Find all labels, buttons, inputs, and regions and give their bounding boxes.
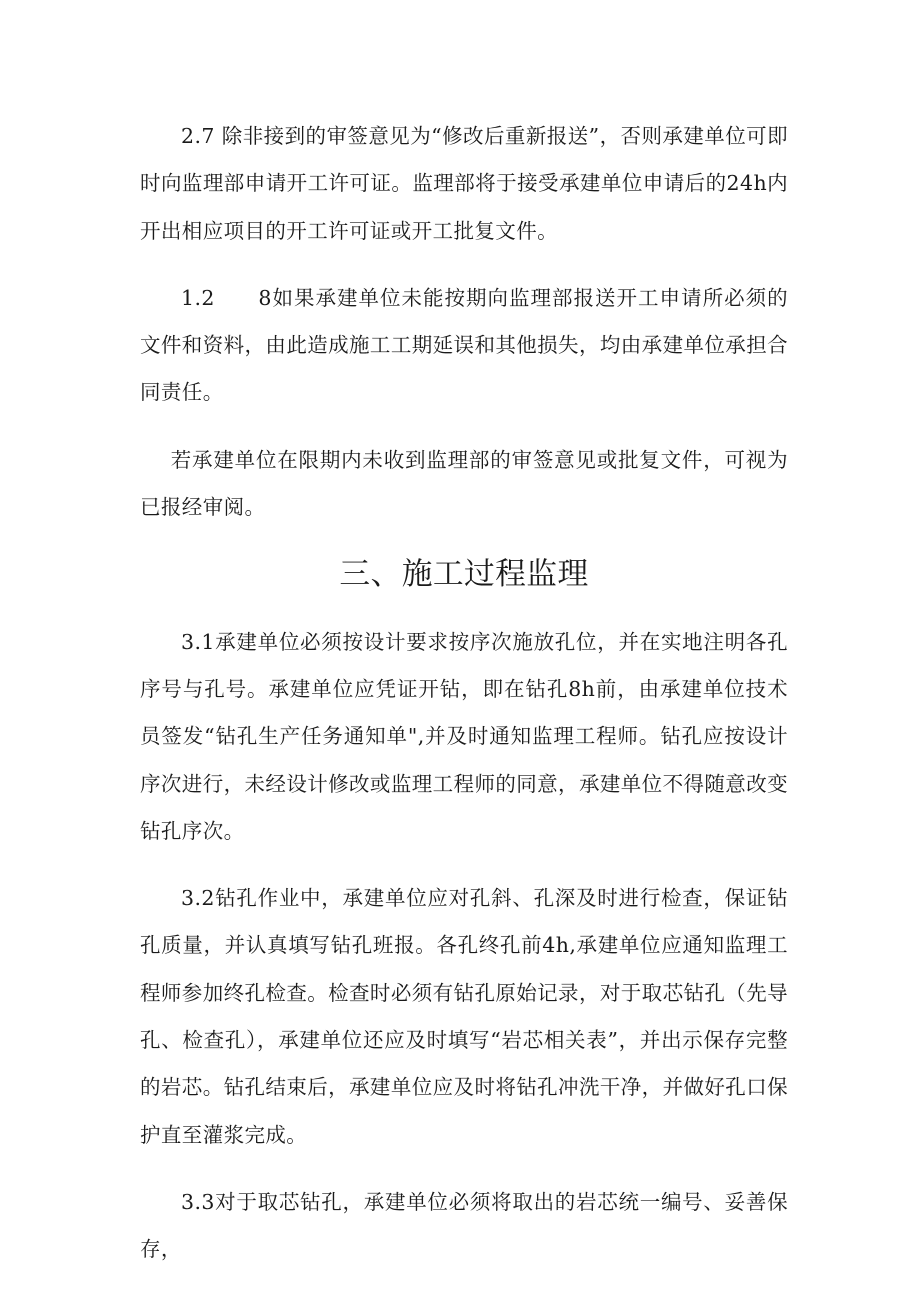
paragraph-deadline: 若承建单位在限期内未收到监理部的审签意见或批复文件，可视为已报经审阅。 — [140, 447, 788, 520]
paragraph-3-3: 3.3对于取芯钻孔，承建单位必须将取出的岩芯统一编号、妥善保存， — [140, 1189, 788, 1262]
paragraph-1-2-8: 1.2 8如果承建单位未能按期向监理部报送开工申请所必须的文件和资料，由此造成施工工期延误和其他损失，均由承建单位承担合同责任。 — [140, 285, 788, 405]
paragraph-3-1: 3.1承建单位必须按设计要求按序次施放孔位，并在实地注明各孔序号与孔号。承建单位应凭证开钻，即在钻孔8h前，由承建单位技术员签发“钻孔生产任务通知单",并及时通知监理工程师。钻孔应按设计序次进行，未经设计修改或监理工程师的同意，承建单位不得随意改变钻孔序次。 — [140, 629, 788, 843]
paragraph-2-7: 2.7 除非接到的审签意见为“修改后重新报送”，否则承建单位可即时向监理部申请开工许可证。监理部将于接受承建单位申请后的24h内开出相应项目的开工许可证或开工批复文件。 — [140, 124, 788, 243]
section-heading: 三、施工过程监理 — [339, 556, 589, 593]
paragraph-3-2: 3.2钻孔作业中，承建单位应对孔斜、孔深及时进行检查，保证钻孔质量，并认真填写钻孔班报。各孔终孔前4h,承建单位应通知监理工程师参加终孔检查。检查时必须有钻孔原始记录，对于取芯钻孔（先导孔、检查孔），承建单位还应及时填写“岩芯相关表”，并出示保存完整的岩芯。钻孔结束后，承建单位应及时将钻孔冲洗干净，并做好孔口保护直至灌浆完成。 — [140, 886, 788, 1147]
